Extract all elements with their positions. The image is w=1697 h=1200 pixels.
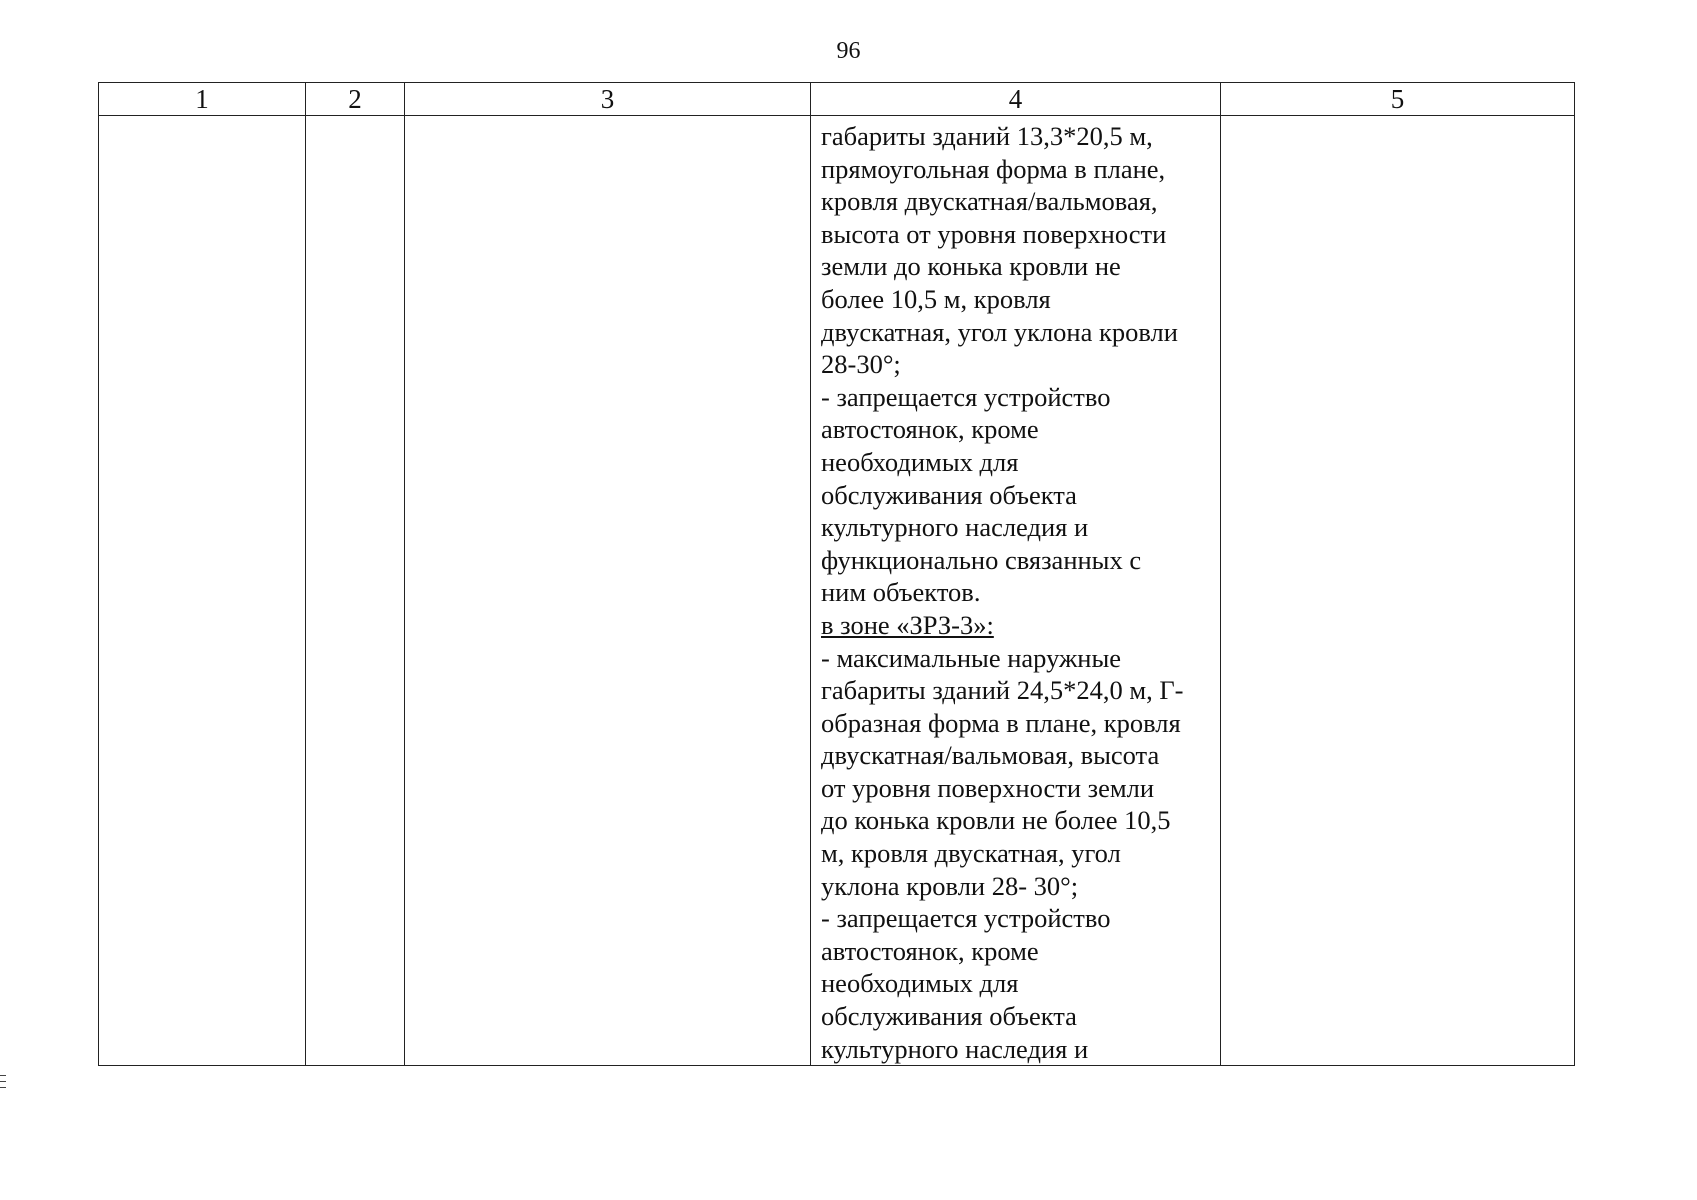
text-line: кровля двускатная/вальмовая,: [821, 186, 1158, 217]
text-line: уклона кровли 28- 30°;: [821, 870, 1079, 901]
column-header-3: 3: [405, 83, 811, 116]
text-line: необходимых для: [821, 446, 1019, 477]
text-line: - максимальные наружные: [821, 642, 1122, 673]
text-line: м, кровля двускатная, угол: [821, 838, 1121, 869]
text-line: двускатная, угол уклона кровли: [821, 316, 1178, 347]
cell-col-3: [405, 116, 811, 1066]
scan-edge-mark: [0, 1081, 6, 1082]
text-line: земли до конька кровли не: [821, 251, 1121, 282]
text-line: автостоянок, кроме: [821, 935, 1039, 966]
table-row: [99, 116, 1575, 1066]
cell-col-1: [99, 116, 306, 1066]
text-line: функционально связанных с: [821, 544, 1142, 575]
cell-col-5: [1221, 116, 1575, 1066]
page-number: 96: [836, 38, 861, 64]
text-line: высота от уровня поверхности: [821, 218, 1167, 249]
text-line: образная форма в плане, кровля: [821, 707, 1181, 738]
text-line: обслуживания объекта: [821, 479, 1077, 510]
scan-edge-mark: [0, 1087, 6, 1088]
text-line: 28-30°;: [821, 349, 901, 380]
text-line: обслуживания объекта: [821, 1001, 1077, 1032]
column-header-5: 5: [1221, 83, 1575, 116]
text-line: ним объектов.: [821, 577, 981, 608]
text-line: прямоугольная форма в плане,: [821, 153, 1166, 184]
document-table: [98, 82, 1575, 1066]
text-line: необходимых для: [821, 968, 1019, 999]
scan-edge-mark: [0, 1075, 6, 1076]
zone-heading-line: в зоне «ЗРЗ-3»:: [821, 609, 994, 640]
cell-col-4-requirements: [811, 116, 1221, 1066]
text-line: культурного наследия и: [821, 512, 1089, 543]
text-line: - запрещается устройство: [821, 381, 1111, 412]
column-header-1: 1: [99, 83, 306, 116]
text-line: культурного наследия и: [821, 1033, 1089, 1064]
column-header-2: 2: [306, 83, 405, 116]
text-line: двускатная/вальмовая, высота: [821, 740, 1160, 771]
text-line: от уровня поверхности земли: [821, 772, 1155, 803]
requirements-text: [821, 120, 1212, 1065]
text-line: до конька кровли не более 10,5: [821, 805, 1171, 836]
text-line: более 10,5 м, кровля: [821, 283, 1051, 314]
cell-col-2: [306, 116, 405, 1066]
text-line: габариты зданий 13,3*20,5 м,: [821, 121, 1153, 151]
text-line: габариты зданий 24,5*24,0 м, Г-: [821, 675, 1184, 706]
table-header-row: [99, 83, 1575, 116]
column-header-4: 4: [811, 83, 1221, 116]
text-line: - запрещается устройство: [821, 903, 1111, 934]
text-line: автостоянок, кроме: [821, 414, 1039, 445]
